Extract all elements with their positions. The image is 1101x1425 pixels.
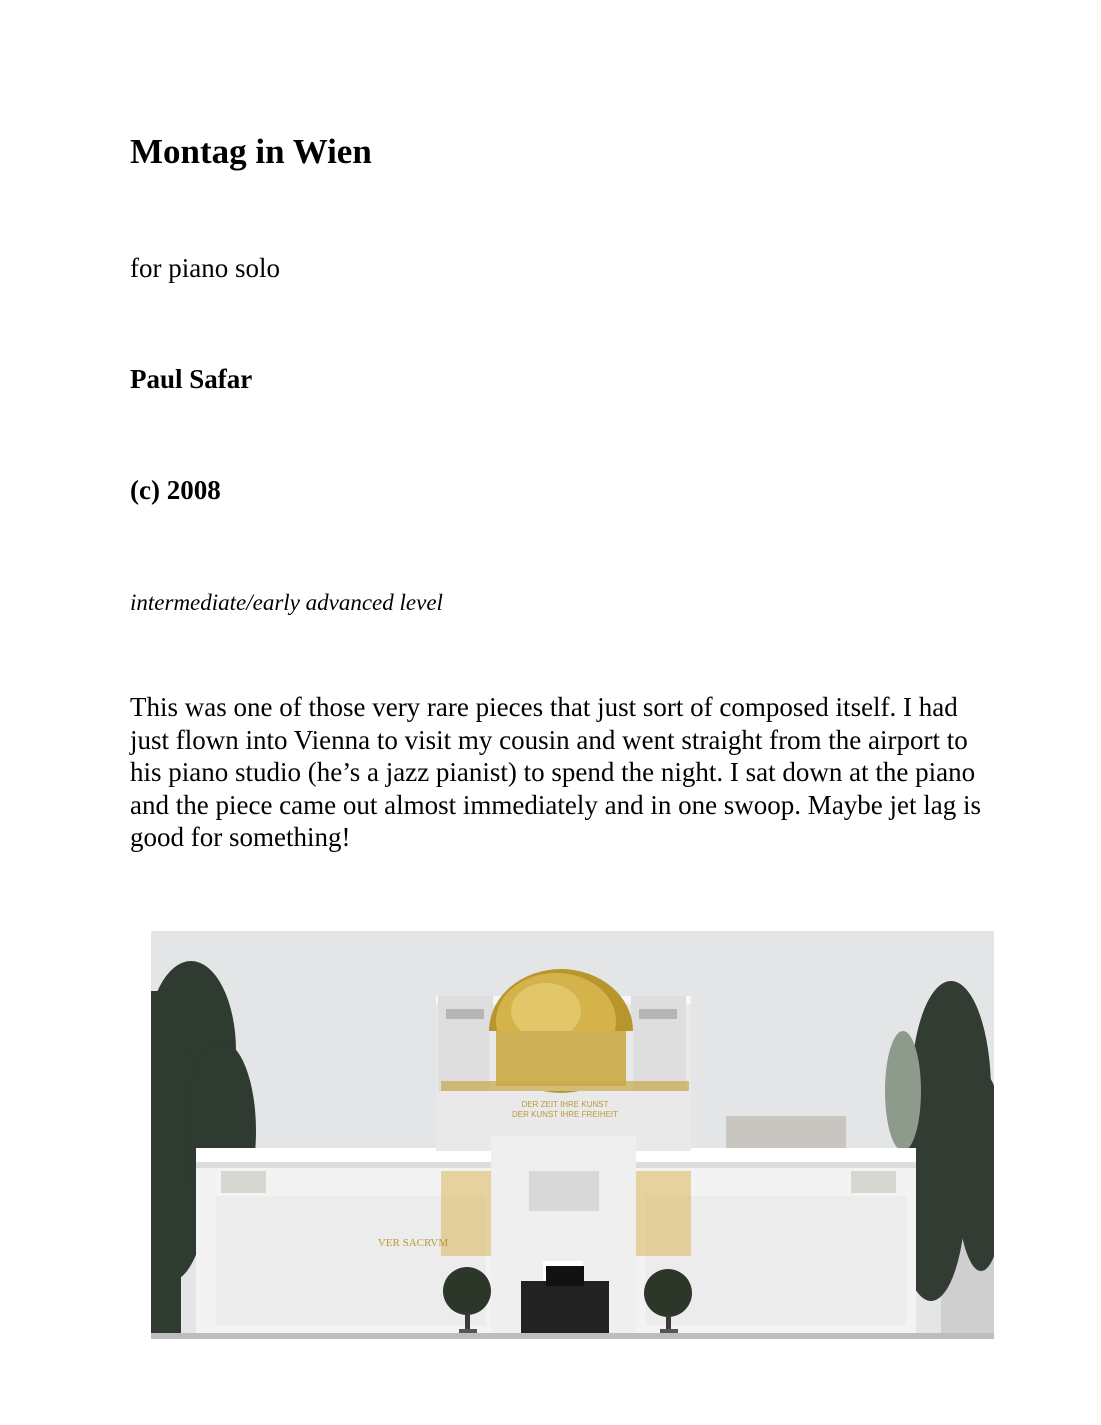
description-paragraph: This was one of those very rare pieces that just sort of composed itself. I had just flown into Vienna to visit my cousin and went straight from the airport to his piano studio (he’s a jazz pianist) to spend the night. I sat down at the piano and the piece came out almost immediately and in one swoop. Maybe jet lag is good for something! xyxy=(130,692,982,852)
secession-building-photo xyxy=(151,931,994,1339)
composer-name: Paul Safar xyxy=(130,364,253,394)
ver-sacrum-inscription: VER SACRVM xyxy=(377,1237,449,1249)
golden-dome xyxy=(489,969,633,1093)
difficulty-level: intermediate/early advanced level xyxy=(130,590,443,615)
inscription-line-2: DER KUNST IHRE FREIHEIT xyxy=(511,1110,619,1119)
instrumentation-subtitle: for piano solo xyxy=(130,253,280,283)
copyright-notice: (c) 2008 xyxy=(130,475,221,505)
page-title: Montag in Wien xyxy=(130,132,372,171)
inscription-line-1: DER ZEIT IHRE KUNST xyxy=(521,1100,609,1109)
